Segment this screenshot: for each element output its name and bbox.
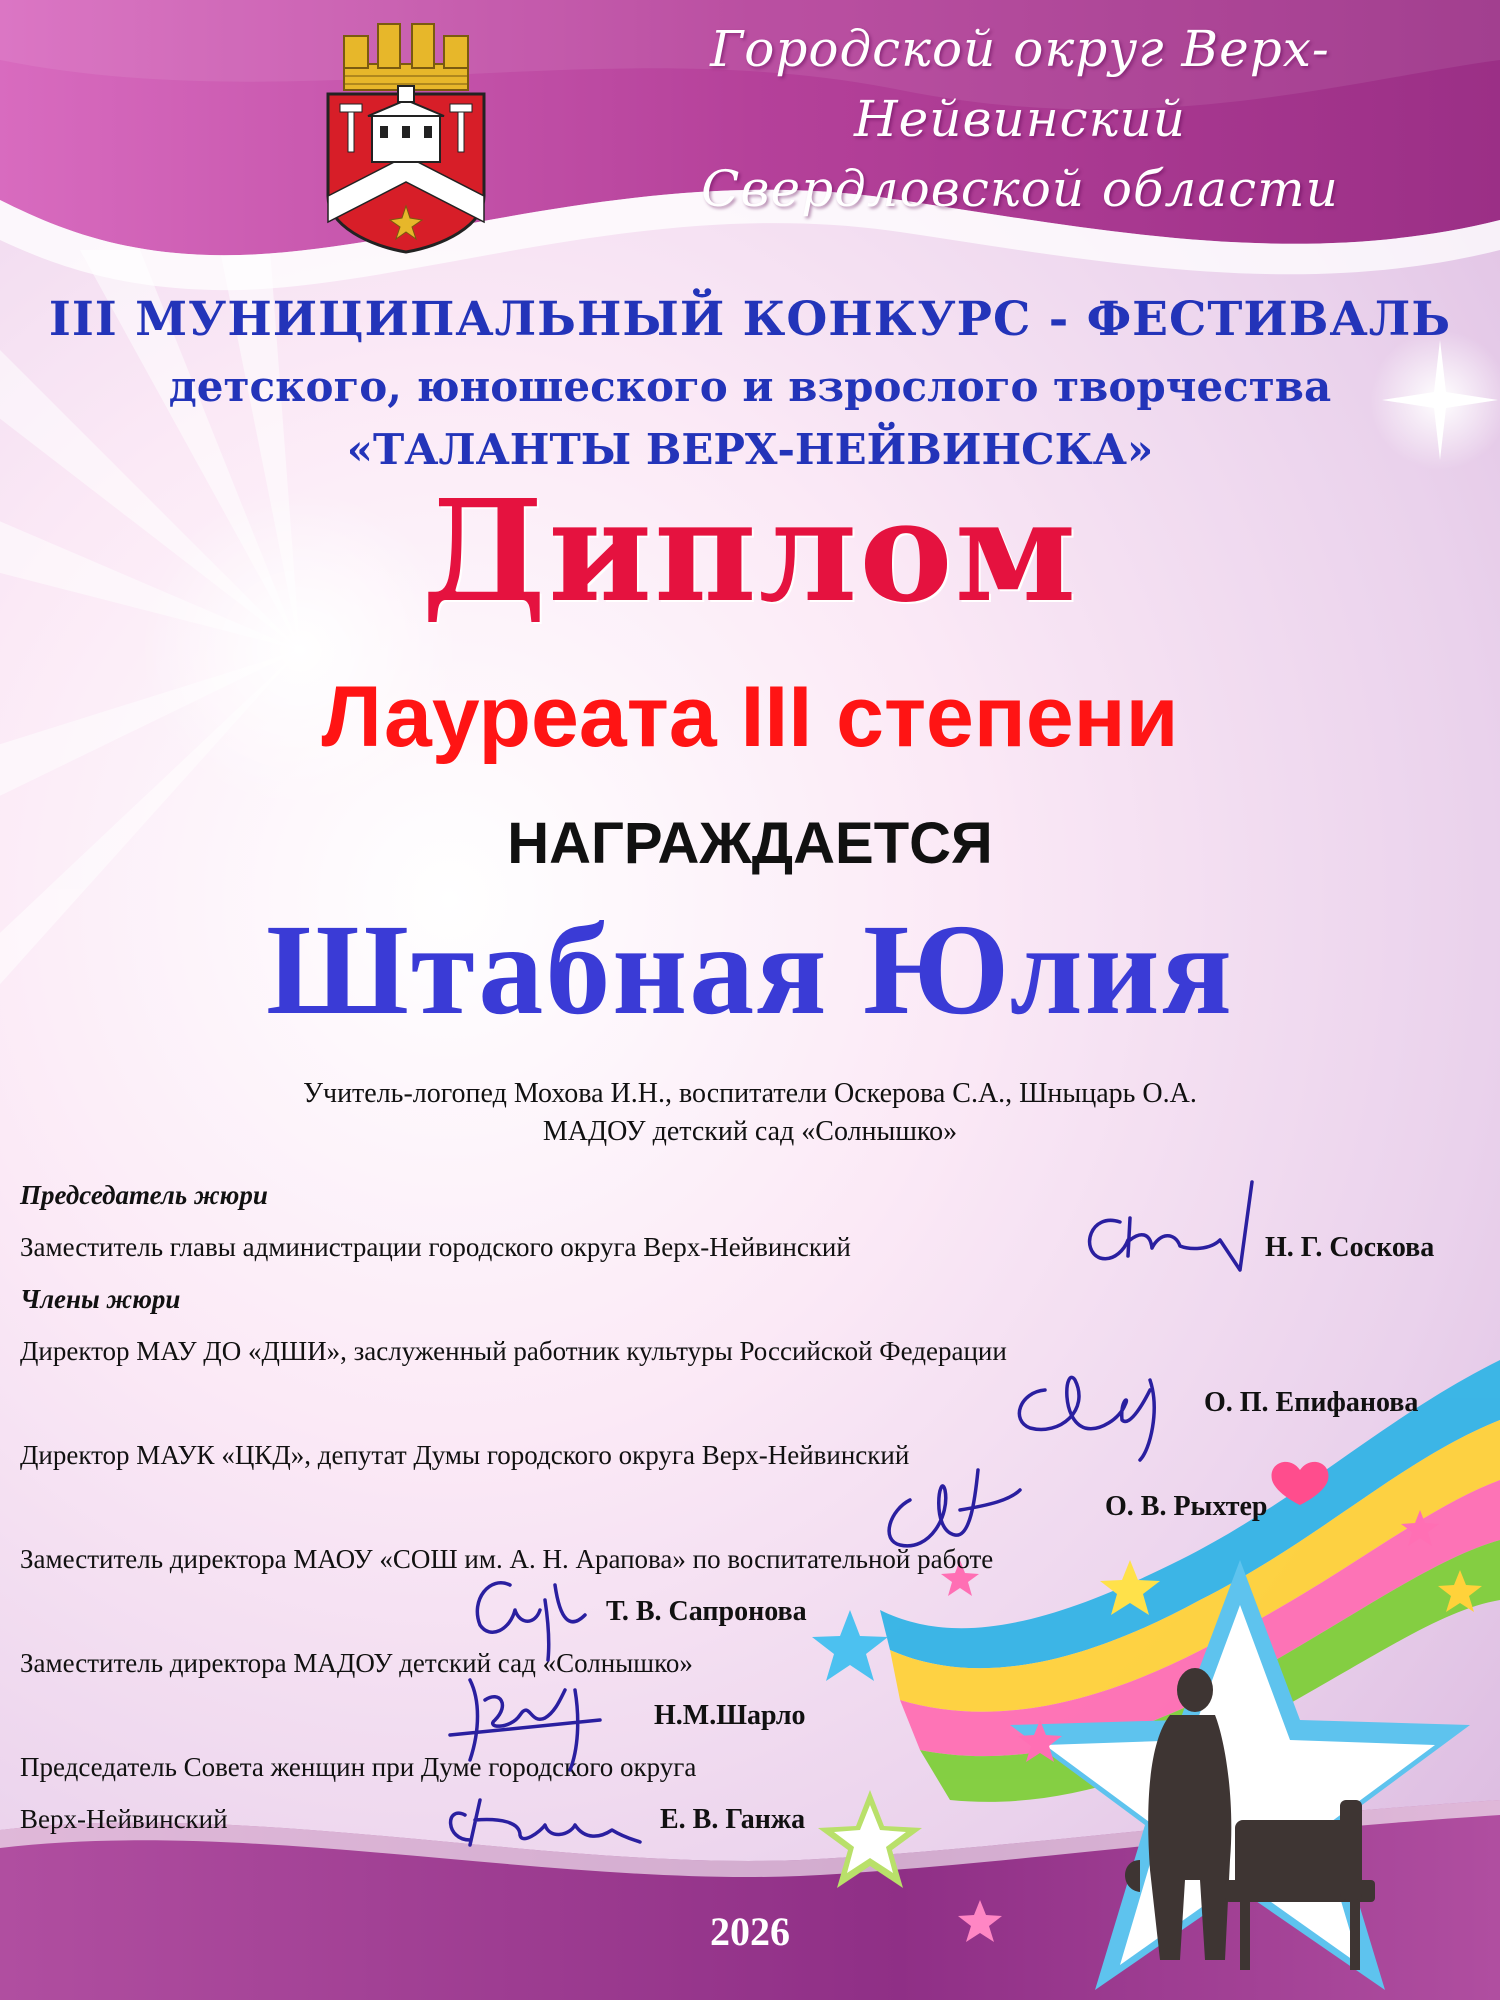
header-title <box>560 14 1480 224</box>
year-label: 2026 <box>710 1909 790 1954</box>
jury-member-name: Е. В. Ганжа <box>660 1804 806 1835</box>
jury-chairman-name: Н. Г. Соскова <box>1265 1232 1435 1263</box>
teachers-block <box>0 1075 1500 1151</box>
jury-member-role: Директор МАУ ДО «ДШИ», заслуженный работник культуры Российской Федерации <box>20 1336 1007 1366</box>
crown-icon <box>344 24 468 90</box>
jury-member-name: О. П. Епифанова <box>1204 1387 1419 1418</box>
header-line-1: Городской округ Верх-Нейвинский <box>710 20 1330 148</box>
jury-member-role: Заместитель директора МАДОУ детский сад «Солнышко» <box>20 1648 693 1678</box>
header-line-2: Свердловской области <box>701 160 1339 218</box>
laureate-degree: Лауреата III степени <box>321 669 1179 765</box>
teachers-line: Учитель-логопед Мохова И.Н., воспитатели Оскерова С.А., Шныцарь О.А. <box>303 1078 1197 1109</box>
contest-title: III МУНИЦИПАЛЬНЫЙ КОНКУРС - ФЕСТИВАЛЬ <box>48 292 1452 347</box>
jury-member-name: Н.М.Шарло <box>654 1700 806 1731</box>
jury-member-name: Т. В. Сапронова <box>606 1596 807 1627</box>
recipient-name: Штабная Юлия <box>266 898 1234 1042</box>
awarded-label: НАГРАЖДАЕТСЯ <box>507 811 993 876</box>
diploma-title: Диплом <box>421 470 1079 634</box>
contest-subtitle: детского, юношеского и взрослого творчества <box>168 362 1332 411</box>
jury-member-role: Директор МАУК «ЦКД», депутат Думы городского округа Верх-Нейвинский <box>20 1440 910 1470</box>
jury-member-name: О. В. Рыхтер <box>1105 1491 1268 1522</box>
jury-member-role: Заместитель директора МАОУ «СОШ им. А. Н. Арапова» по воспитательной работе <box>20 1544 994 1574</box>
jury-members-heading: Члены жюри <box>20 1284 181 1314</box>
jury-member-role-continued: Верх-Нейвинский <box>20 1804 228 1834</box>
jury-member-role: Председатель Совета женщин при Думе городского округа <box>20 1752 697 1782</box>
institution-line: МАДОУ детский сад «Солнышко» <box>542 1116 958 1147</box>
contest-name: «ТАЛАНТЫ ВЕРХ-НЕЙВИНСКА» <box>346 425 1154 474</box>
jury-chairman-role: Заместитель главы администрации городского округа Верх-Нейвинский <box>20 1232 851 1262</box>
jury-chairman-heading: Председатель жюри <box>20 1180 268 1210</box>
coat-of-arms-emblem <box>322 16 490 256</box>
